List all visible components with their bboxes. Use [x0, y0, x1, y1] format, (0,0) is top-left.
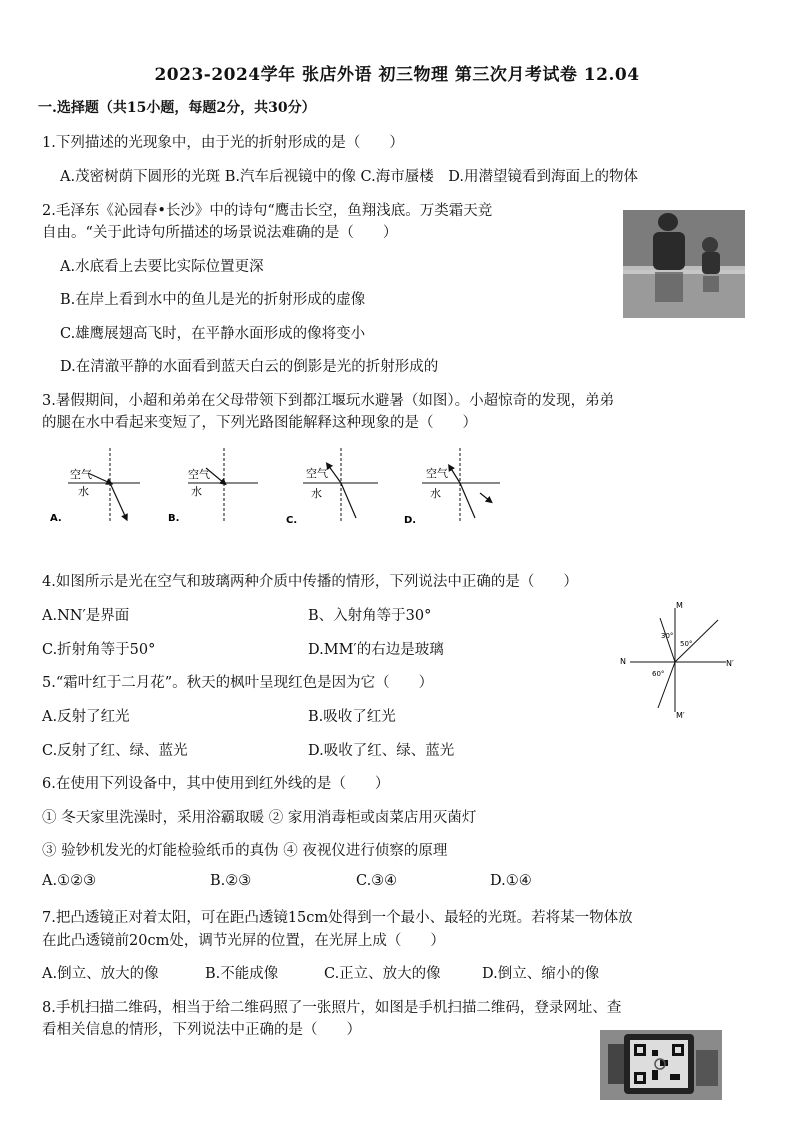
q3-stem-line1: 3.暑假期间，小超和弟弟在父母带领下到都江堰玩水避暑（如图）。小超惊奇的发现，弟弟	[42, 393, 615, 409]
q3-d-water-label: 水	[430, 487, 441, 500]
q3-b-label: B.	[168, 513, 180, 524]
q2-option-c: C.雄鹰展翅高飞时，在平静水面形成的像将变小	[60, 326, 366, 342]
q5-option-b: B.吸收了红光	[308, 709, 396, 725]
section-heading: 一.选择题（共15小题，每题2分，共30分）	[38, 100, 316, 116]
q7-option-d: D.倒立、缩小的像	[482, 966, 600, 982]
q6-option-c: C.③④	[356, 873, 398, 889]
q1-options: A.茂密树荫下圆形的光斑 B.汽车后视镜中的像 C.海市蜃楼 D.用潜望镜看到海面上的物体	[60, 169, 638, 185]
q5-option-d: D.吸收了红、绿、蓝光	[308, 743, 455, 759]
q5-option-c: C.反射了红、绿、蓝光	[42, 743, 188, 759]
q3-d-label: D.	[404, 515, 417, 526]
q8-stem-line1: 8.手机扫描二维码，相当于给二维码照了一张照片，如图是手机扫描二维码，登录网址、查	[42, 1000, 622, 1016]
q4-angle-60: 60°	[652, 670, 665, 678]
q7-stem-line2: 在此凸透镜前20cm处，调节光屏的位置，在光屏上成（ ）	[42, 933, 445, 949]
q3-ray-diagrams	[48, 443, 448, 528]
q4-option-d: D.MM′的右边是玻璃	[308, 642, 444, 658]
q3-b-water-label: 水	[191, 485, 202, 498]
q4-option-b: B、入射角等于30°	[308, 608, 432, 624]
q6-stem: 6.在使用下列设备中，其中使用到红外线的是（ ）	[42, 776, 390, 792]
q3-b-air-label: 空气	[188, 468, 210, 481]
q5-option-a: A.反射了红光	[42, 709, 130, 725]
q8-stem-line2: 看相关信息的情形，下列说法中正确的是（ ）	[42, 1022, 361, 1038]
q7-option-a: A.倒立、放大的像	[42, 966, 159, 982]
q3-d-air-label: 空气	[426, 467, 448, 480]
q2-option-a: A.水底看上去要比实际位置更深	[60, 259, 264, 275]
page-title: 2023-2024学年 张店外语 初三物理 第三次月考试卷 12.04	[154, 65, 640, 85]
q4-figure	[618, 600, 748, 720]
q4-label-m: M	[676, 601, 683, 610]
q5-stem: 5.“霜叶红于二月花”。秋天的枫叶呈现红色是因为它（ ）	[42, 675, 434, 691]
q4-label-n: N	[620, 657, 626, 666]
q4-label-m2: M′	[676, 711, 685, 720]
q2-option-d: D.在清澈平静的水面看到蓝天白云的倒影是光的折射形成的	[60, 359, 439, 375]
q7-option-b: B.不能成像	[205, 966, 279, 982]
q7-option-c: C.正立、放大的像	[324, 966, 441, 982]
q3-c-label: C.	[286, 515, 298, 526]
q4-label-n2: N′	[726, 659, 734, 668]
q3-diagram-a	[50, 448, 140, 524]
q8-qr-photo-image	[600, 1030, 722, 1100]
q2-stem-line1: 2.毛泽东《沁园春•长沙》中的诗句“鹰击长空，鱼翔浅底。万类霜天竞	[42, 203, 493, 219]
q3-stem-line2: 的腿在水中看起来变短了，下列光路图能解释这种现象的是（ ）	[42, 415, 477, 431]
q4-angle-30: 30°	[661, 632, 674, 640]
q4-angle-50: 50°	[680, 640, 693, 648]
q4-option-c: C.折射角等于50°	[42, 642, 156, 658]
q3-c-air-label: 空气	[306, 467, 328, 480]
q1-stem: 1.下列描述的光现象中，由于光的折射形成的是（ ）	[42, 135, 404, 151]
q3-diagram-b	[168, 448, 258, 524]
q6-option-b: B.②③	[210, 873, 252, 889]
q3-diagram-c	[286, 448, 378, 526]
q6-item-line2: ③ 验钞机发光的灯能检验纸币的真伪 ④ 夜视仪进行侦察的原理	[42, 843, 448, 859]
q7-stem-line1: 7.把凸透镜正对着太阳，可在距凸透镜15cm处得到一个最小、最轻的光斑。若将某一物体放	[42, 910, 633, 926]
q6-item-line1: ① 冬天家里洗澡时，采用浴霸取暖 ② 家用消毒柜或卤菜店用灭菌灯	[42, 810, 477, 826]
q3-c-water-label: 水	[311, 487, 322, 500]
q3-a-water-label: 水	[78, 485, 89, 498]
q2-stem-line2: 自由。“关于此诗句所描述的场景说法难确的是（ ）	[42, 225, 398, 241]
q3-a-label: A.	[50, 513, 62, 524]
q2-option-b: B.在岸上看到水中的鱼儿是光的折射形成的虚像	[60, 292, 366, 308]
q3-a-air-label: 空气	[70, 468, 92, 481]
q6-option-a: A.①②③	[42, 873, 97, 889]
q3-diagrams	[48, 443, 448, 528]
q2-photo-image	[623, 210, 745, 318]
q4-stem: 4.如图所示是光在空气和玻璃两种介质中传播的情形，下列说法中正确的是（ ）	[42, 574, 578, 590]
q6-option-d: D.①④	[490, 873, 532, 889]
q4-option-a: A.NN′是界面	[42, 608, 130, 624]
q3-diagram-d-lines	[400, 443, 510, 528]
